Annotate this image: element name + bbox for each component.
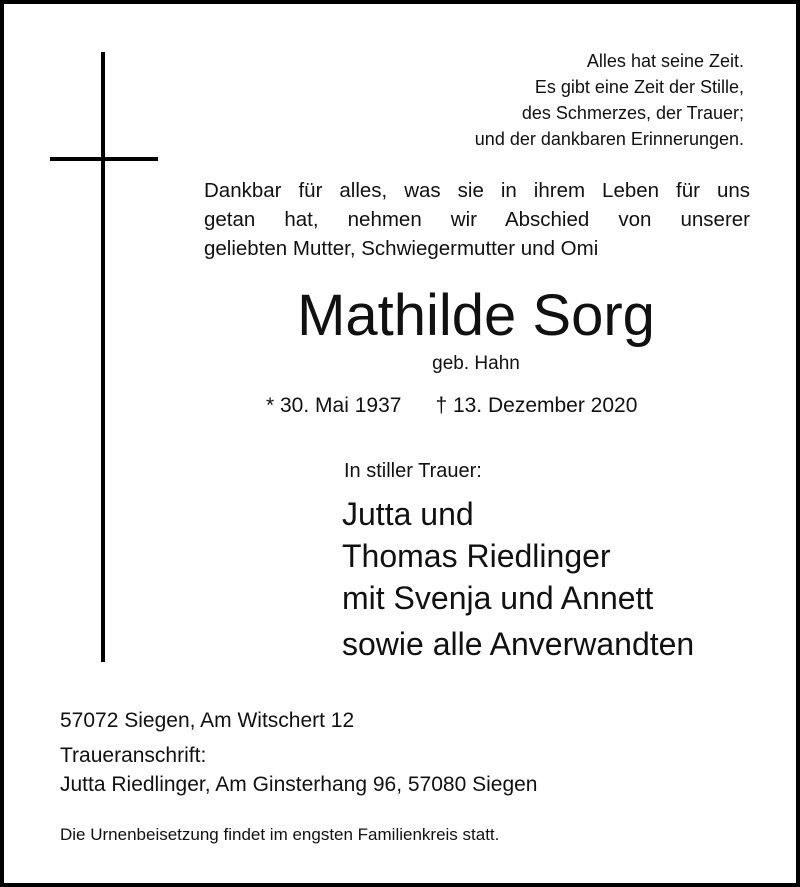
motto-line: Es gibt eine Zeit der Stille, — [534, 77, 744, 97]
deceased-name: Mathilde Sorg — [297, 283, 655, 348]
mourners-list — [342, 493, 694, 665]
birth-date: * 30. Mai 1937 — [266, 394, 402, 417]
cross-icon-horizontal-bar — [50, 157, 158, 161]
motto-verse — [475, 48, 744, 152]
mourners-label: In stiller Trauer: — [344, 460, 482, 482]
mourner-line: mit Svenja und Annett — [342, 580, 654, 616]
motto-line: Alles hat seine Zeit. — [586, 51, 744, 71]
death-date: † 13. Dezember 2020 — [435, 394, 638, 417]
mourner-line: Jutta und — [342, 496, 474, 532]
motto-line: des Schmerzes, der Trauer; — [521, 103, 744, 123]
maiden-name: geb. Hahn — [432, 353, 520, 374]
mourner-line: sowie alle Anverwandten — [342, 626, 695, 662]
home-address: 57072 Siegen, Am Witschert 12 — [60, 709, 355, 732]
contact-address: Jutta Riedlinger, Am Ginsterhang 96, 57080 Siegen — [60, 773, 538, 796]
contact-address-label: Traueranschrift: — [60, 744, 207, 767]
intro-line: getan hat, nehmen wir Abschied von unserer — [204, 208, 750, 231]
intro-line: Dankbar für alles, was sie in ihrem Leben für uns — [204, 179, 750, 202]
life-dates — [266, 392, 637, 420]
mourner-line: Thomas Riedlinger — [342, 538, 611, 574]
intro-line: geliebten Mutter, Schwiegermutter und Omi — [204, 237, 599, 260]
burial-note: Die Urnenbeisetzung findet im engsten Familienkreis statt. — [60, 825, 500, 844]
intro-text — [204, 176, 750, 263]
motto-line: und der dankbaren Erinnerungen. — [474, 129, 744, 149]
